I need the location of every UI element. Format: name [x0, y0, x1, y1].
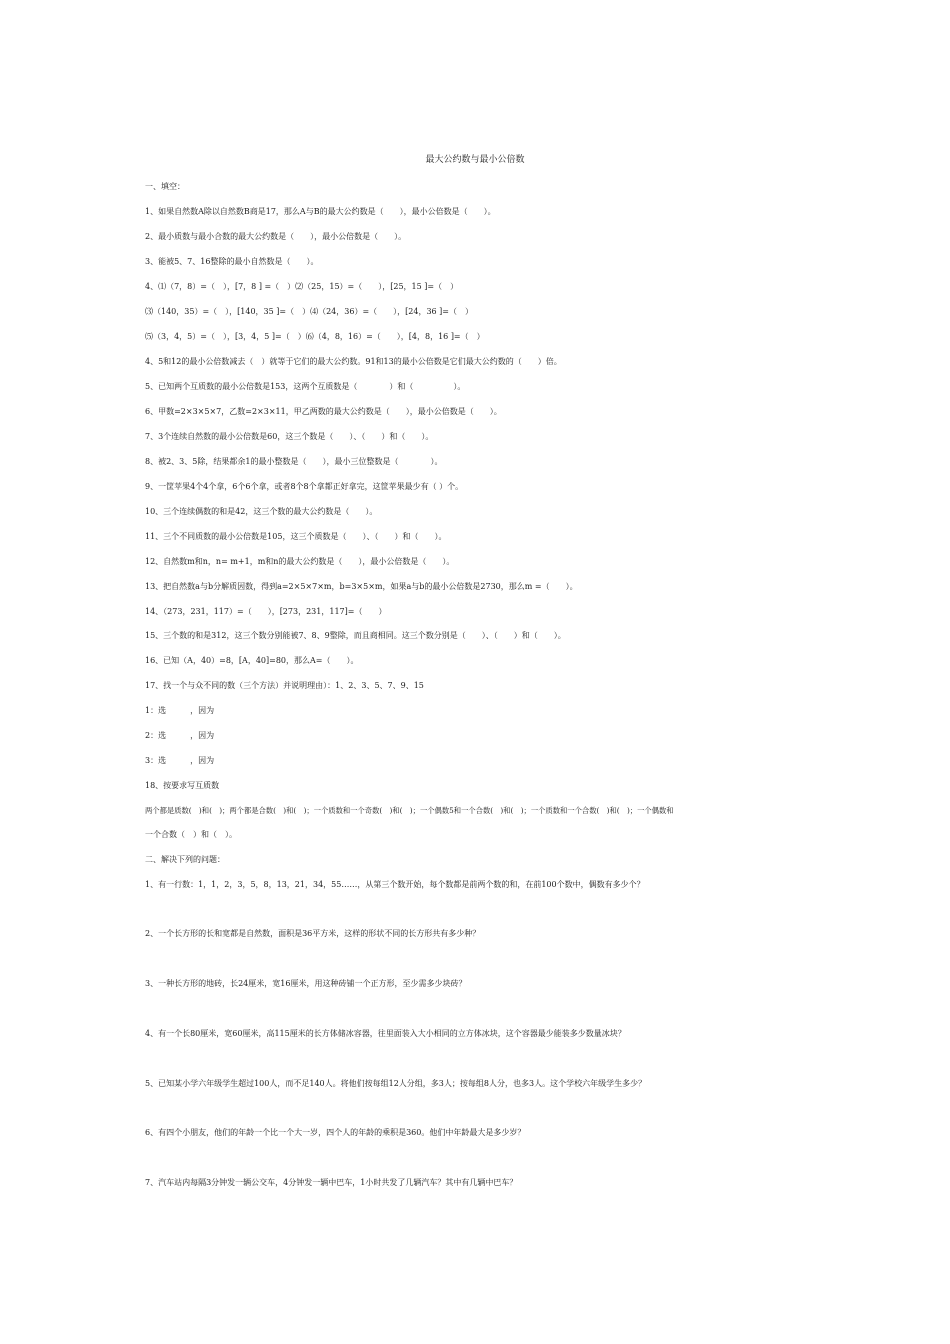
fill-item: 4、5和12的最小公倍数减去（ ）就等于它们的最大公约数。91和13的最小公倍数是它们最大公约数的（ ）倍。	[145, 357, 562, 366]
fill-item: 18、按要求写互质数	[145, 781, 220, 790]
fill-item: 12、自然数m和n，n= m+1，m和n的最大公约数是（ ），最小公倍数是（ ）。	[145, 557, 455, 566]
section-heading-fill: 一、填空：	[145, 182, 185, 191]
fill-item: 13、把自然数a与b分解质因数，得到a=2×5×7×m，b=3×5×m，如果a与b的最小公倍数是2730，那么m =（ ）。	[145, 582, 578, 591]
problem-item: 5、已知某小学六年级学生超过100人，而不足140人。将他们按每组12人分组，多3人；按每组8人分，也多3人。这个学校六年级学生多少？	[145, 1079, 647, 1088]
fill-item: 4、⑴（7，8）=（ ），[7，8 ] =（ ）⑵（25，15）=（ ），[25，15 ]=（ ）	[145, 282, 459, 291]
fill-item: 一个合数（ ）和（ ）。	[145, 830, 237, 839]
fill-item: 17、找一个与众不同的数（三个方法）并说明理由）：1、2、3、5、7、9、15	[145, 681, 424, 690]
fill-item: 6、甲数=2×3×5×7，乙数=2×3×11，甲乙两数的最大公约数是（ ），最小公倍数是（ ）。	[145, 407, 502, 416]
fill-item: 14、（273，231，117）=（ ），[273，231，117]=（ ）	[145, 607, 387, 616]
fill-item: 10、三个连续偶数的和是42，这三个数的最大公约数是（ ）。	[145, 507, 378, 516]
fill-item: 16、已知（A，40）=8，[A，40]=80，那么A=（ ）。	[145, 656, 359, 665]
document-title: 最大公约数与最小公倍数	[425, 155, 525, 165]
fill-item: 8、被2、3、5除，结果都余1的最小整数是（ ），最小三位整数是（ ）。	[145, 457, 443, 466]
fill-item: 3、能被5、7、16整除的最小自然数是（ ）。	[145, 257, 319, 266]
fill-item: 15、三个数的和是312，这三个数分别能被7、8、9整除，而且商相同。这三个数分别是（ ）、（ ）和（ ）。	[145, 631, 566, 640]
problem-item: 3、一种长方形的地砖，长24厘米，宽16厘米，用这种砖铺一个正方形，至少需多少块砖？	[145, 979, 467, 988]
problem-item: 2、一个长方形的长和宽都是自然数，面积是36平方米，这样的形状不同的长方形共有多少种？	[145, 929, 481, 938]
fill-item: 7、3个连续自然数的最小公倍数是60，这三个数是（ ）、（ ）和（ ）。	[145, 432, 434, 441]
fill-item: 1：选 ，因为	[145, 706, 215, 715]
fill-item: 两个都是质数( )和( )；两个都是合数( )和( )；一个质数和一个奇数( )和( )；一个偶数5和一个合数( )和( )；一个质数和一个合数( )和( )；一个偶数和	[145, 806, 674, 815]
fill-item: 5、已知两个互质数的最小公倍数是153，这两个互质数是（ ）和（ ）。	[145, 382, 466, 391]
problem-item: 6、有四个小朋友，他们的年龄一个比一个大一岁，四个人的年龄的乘积是360。他们中年龄最大是多少岁？	[145, 1128, 526, 1137]
fill-item: 1、如果自然数A除以自然数B商是17，那么A与B的最大公约数是（ ），最小公倍数是（ ）。	[145, 207, 496, 216]
fill-item: 9、一筐苹果4个4个拿，6个6个拿，或者8个8个拿都正好拿完，这筐苹果最少有（ ）个。	[145, 482, 464, 491]
fill-item: 2、最小质数与最小合数的最大公约数是（ ），最小公倍数是（ ）。	[145, 232, 407, 241]
fill-item: ⑸（3，4，5）=（ ），[3，4，5 ]=（ ）⑹（4，8，16）=（ ），[4，8，16 ]=（ ）	[145, 332, 485, 341]
fill-item: 3：选 ，因为	[145, 756, 215, 765]
fill-item: ⑶（140，35）=（ ），[140，35 ]=（ ）⑷（24，36）=（ ），[24，36 ]=（ ）	[145, 307, 473, 316]
problem-item: 1、有一行数：1，1，2，3，5，8，13，21，34，55……，从第三个数开始，每个数都是前两个数的和，在前100个数中，偶数有多少个？	[145, 880, 645, 889]
problem-item: 7、汽车站内每隔3分钟发一辆公交车，4分钟发一辆中巴车，1小时共发了几辆汽车？其中有几辆中巴车？	[145, 1178, 518, 1187]
fill-item: 11、三个不同质数的最小公倍数是105，这三个质数是（ ）、（ ）和（ ）。	[145, 532, 447, 541]
problem-item: 4、有一个长80厘米，宽60厘米，高115厘米的长方体储冰容器，往里面装入大小相同的立方体冰块，这个容器最少能装多少数量冰块？	[145, 1029, 626, 1038]
fill-item: 2：选 ，因为	[145, 731, 215, 740]
section-heading-problems: 二、解决下列的问题：	[145, 855, 225, 864]
